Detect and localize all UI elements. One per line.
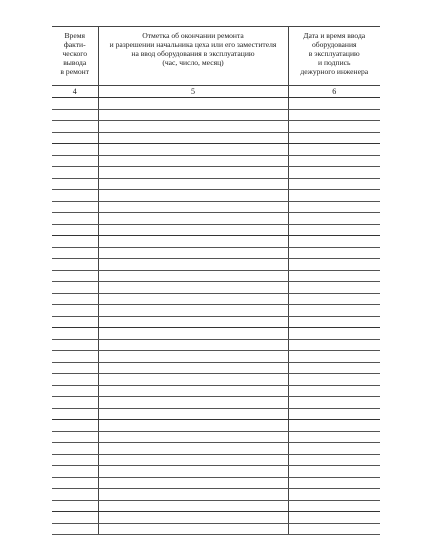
table-cell[interactable]	[52, 121, 98, 133]
table-row	[52, 500, 380, 512]
table-cell[interactable]	[98, 190, 288, 202]
column-number: 6	[288, 86, 380, 98]
header-line: Отметка об окончании ремонта	[142, 31, 244, 40]
table-cell[interactable]	[52, 213, 98, 225]
repair-log-table	[52, 26, 380, 535]
table-cell[interactable]	[52, 98, 98, 110]
table-cell[interactable]	[52, 397, 98, 409]
table-cell[interactable]	[98, 109, 288, 121]
blank-rows	[52, 98, 380, 535]
table-row	[52, 512, 380, 524]
table-cell[interactable]	[288, 247, 380, 259]
table-row	[52, 201, 380, 213]
table-row	[52, 454, 380, 466]
table-cell[interactable]	[98, 362, 288, 374]
table-cell[interactable]	[98, 328, 288, 340]
table-cell[interactable]	[98, 523, 288, 535]
table-cell[interactable]	[52, 454, 98, 466]
header-line: (час, число, месяц)	[162, 58, 224, 68]
table-cell[interactable]	[98, 489, 288, 501]
column-header-repair-completion-mark	[98, 27, 288, 86]
table-cell[interactable]	[52, 339, 98, 351]
table-row	[52, 224, 380, 236]
header-line: в ремонт	[60, 67, 90, 77]
table-cell[interactable]	[288, 328, 380, 340]
table-cell[interactable]	[288, 477, 380, 489]
column-header-commissioning-date	[288, 27, 380, 86]
table-cell[interactable]	[288, 259, 380, 271]
table-cell[interactable]	[52, 316, 98, 328]
table-row	[52, 385, 380, 397]
table-row	[52, 489, 380, 501]
header-line: Дата и время ввода	[303, 31, 366, 40]
table-cell[interactable]	[98, 339, 288, 351]
table-cell[interactable]	[98, 155, 288, 167]
header-line: на ввод оборудования в эксплуатацию	[131, 49, 255, 59]
table-cell[interactable]	[288, 339, 380, 351]
table-cell[interactable]	[98, 213, 288, 225]
table-cell[interactable]	[52, 431, 98, 443]
header-line: вывода	[63, 58, 87, 68]
table-row	[52, 466, 380, 478]
table-cell[interactable]	[288, 512, 380, 524]
table-cell[interactable]	[52, 328, 98, 340]
table-row	[52, 523, 380, 535]
table-cell[interactable]	[288, 397, 380, 409]
log-sheet	[52, 26, 380, 535]
table-cell[interactable]	[98, 420, 288, 432]
table-cell[interactable]	[98, 385, 288, 397]
table-cell[interactable]	[52, 305, 98, 317]
header-line: в эксплуатацию	[308, 49, 360, 59]
column-number-row	[52, 86, 380, 98]
table-cell[interactable]	[52, 282, 98, 294]
table-cell[interactable]	[52, 201, 98, 213]
table-row	[52, 236, 380, 248]
table-cell[interactable]	[98, 144, 288, 156]
table-cell[interactable]	[288, 454, 380, 466]
header-row	[52, 27, 380, 86]
table-cell[interactable]	[98, 305, 288, 317]
table-row	[52, 328, 380, 340]
table-row	[52, 155, 380, 167]
table-cell[interactable]	[52, 351, 98, 363]
table-row	[52, 477, 380, 489]
table-row	[52, 259, 380, 271]
table-cell[interactable]	[288, 431, 380, 443]
table-cell[interactable]	[288, 98, 380, 110]
table-cell[interactable]	[288, 305, 380, 317]
table-row	[52, 247, 380, 259]
table-cell[interactable]	[288, 270, 380, 282]
table-row	[52, 98, 380, 110]
header-line: оборудования	[311, 40, 357, 50]
table-row	[52, 167, 380, 179]
table-cell[interactable]	[98, 178, 288, 190]
table-cell[interactable]	[288, 224, 380, 236]
table-row	[52, 144, 380, 156]
table-cell[interactable]	[98, 167, 288, 179]
table-row	[52, 443, 380, 455]
table-row	[52, 408, 380, 420]
table-cell[interactable]	[288, 144, 380, 156]
table-cell[interactable]	[288, 420, 380, 432]
table-cell[interactable]	[288, 443, 380, 455]
table-row	[52, 420, 380, 432]
table-cell[interactable]	[98, 201, 288, 213]
table-row	[52, 397, 380, 409]
table-cell[interactable]	[98, 247, 288, 259]
table-cell[interactable]	[288, 362, 380, 374]
table-cell[interactable]	[52, 270, 98, 282]
table-cell[interactable]	[52, 144, 98, 156]
table-cell[interactable]	[52, 236, 98, 248]
table-cell[interactable]	[288, 213, 380, 225]
table-cell[interactable]	[98, 316, 288, 328]
table-cell[interactable]	[98, 500, 288, 512]
table-cell[interactable]	[288, 466, 380, 478]
table-cell[interactable]	[98, 98, 288, 110]
table-cell[interactable]	[98, 121, 288, 133]
table-cell[interactable]	[288, 178, 380, 190]
table-cell[interactable]	[52, 500, 98, 512]
table-cell[interactable]	[52, 523, 98, 535]
table-cell[interactable]	[52, 420, 98, 432]
table-cell[interactable]	[288, 121, 380, 133]
table-row	[52, 190, 380, 202]
table-cell[interactable]	[98, 293, 288, 305]
table-row	[52, 282, 380, 294]
table-cell[interactable]	[98, 270, 288, 282]
table-cell[interactable]	[52, 477, 98, 489]
table-cell[interactable]	[98, 351, 288, 363]
table-cell[interactable]	[52, 443, 98, 455]
table-cell[interactable]	[52, 178, 98, 190]
table-cell[interactable]	[52, 167, 98, 179]
table-cell[interactable]	[98, 236, 288, 248]
table-row	[52, 305, 380, 317]
table-cell[interactable]	[98, 466, 288, 478]
table-cell[interactable]	[52, 512, 98, 524]
table-cell[interactable]	[288, 385, 380, 397]
column-header-actual-removal-time	[52, 27, 98, 86]
column-number: 5	[98, 86, 288, 98]
table-cell[interactable]	[98, 259, 288, 271]
table-row	[52, 178, 380, 190]
table-row	[52, 270, 380, 282]
table-row	[52, 362, 380, 374]
header-line: дежурного инженера	[300, 67, 369, 77]
table-cell[interactable]	[52, 362, 98, 374]
table-cell[interactable]	[288, 351, 380, 363]
table-cell[interactable]	[98, 224, 288, 236]
table-cell[interactable]	[98, 397, 288, 409]
table-cell[interactable]	[52, 109, 98, 121]
table-cell[interactable]	[52, 385, 98, 397]
table-cell[interactable]	[288, 293, 380, 305]
table-cell[interactable]	[288, 500, 380, 512]
table-row	[52, 293, 380, 305]
table-cell[interactable]	[98, 431, 288, 443]
table-cell[interactable]	[52, 190, 98, 202]
table-cell[interactable]	[98, 408, 288, 420]
table-cell[interactable]	[288, 489, 380, 501]
table-cell[interactable]	[52, 293, 98, 305]
table-cell[interactable]	[52, 408, 98, 420]
table-cell[interactable]	[288, 408, 380, 420]
table-cell[interactable]	[98, 374, 288, 386]
table-cell[interactable]	[52, 489, 98, 501]
header-line: и разрешении начальника цеха или его заместителя	[109, 40, 277, 50]
table-cell[interactable]	[288, 236, 380, 248]
table-cell[interactable]	[52, 247, 98, 259]
table-row	[52, 109, 380, 121]
header-line: факти-	[63, 40, 86, 50]
table-row	[52, 316, 380, 328]
header-line: и подпись	[318, 58, 351, 68]
table-cell[interactable]	[288, 132, 380, 144]
table-row	[52, 121, 380, 133]
table-cell[interactable]	[98, 512, 288, 524]
table-row	[52, 132, 380, 144]
table-cell[interactable]	[98, 282, 288, 294]
table-cell[interactable]	[52, 466, 98, 478]
table-cell[interactable]	[288, 523, 380, 535]
table-cell[interactable]	[288, 190, 380, 202]
table-cell[interactable]	[288, 282, 380, 294]
table-row	[52, 213, 380, 225]
table-cell[interactable]	[98, 132, 288, 144]
table-cell[interactable]	[288, 201, 380, 213]
table-cell[interactable]	[52, 155, 98, 167]
table-cell[interactable]	[52, 259, 98, 271]
table-row	[52, 339, 380, 351]
table-cell[interactable]	[98, 454, 288, 466]
header-line: ческого	[62, 49, 88, 59]
table-cell[interactable]	[52, 374, 98, 386]
table-cell[interactable]	[52, 224, 98, 236]
table-cell[interactable]	[288, 374, 380, 386]
column-number: 4	[52, 86, 98, 98]
table-cell[interactable]	[288, 316, 380, 328]
table-cell[interactable]	[98, 477, 288, 489]
table-cell[interactable]	[98, 443, 288, 455]
table-cell[interactable]	[288, 155, 380, 167]
table-cell[interactable]	[52, 132, 98, 144]
table-row	[52, 431, 380, 443]
table-row	[52, 374, 380, 386]
header-line: Время	[64, 31, 86, 40]
table-cell[interactable]	[288, 109, 380, 121]
table-row	[52, 351, 380, 363]
table-cell[interactable]	[288, 167, 380, 179]
